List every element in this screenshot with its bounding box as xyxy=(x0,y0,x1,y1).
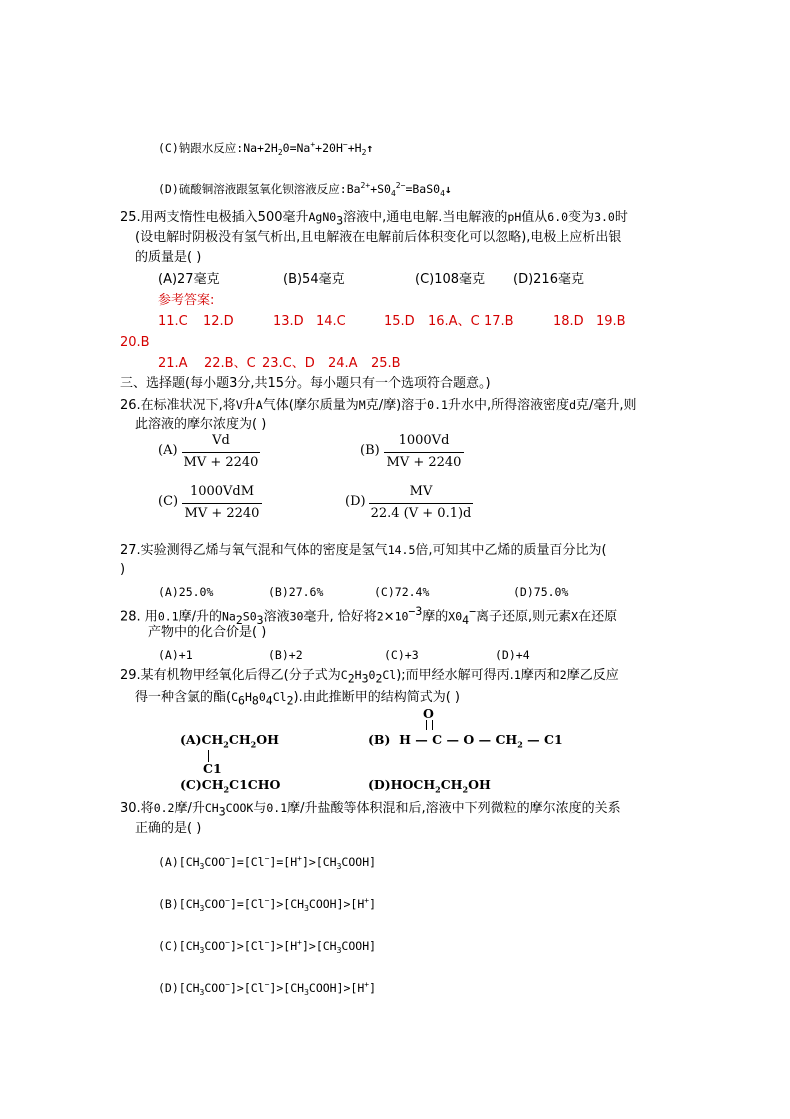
q29-option-b: (B) H — C — O — $CH_2$ — C1 xyxy=(368,732,563,750)
q25-option-d: (D)216毫克 xyxy=(513,272,584,287)
q29-option-a-substituent: C1 xyxy=(203,761,222,776)
q30-option-c: $(C)[CH_3COO^-]>[Cl^-]>[H^+]>[CH_3COOH]$ xyxy=(158,938,377,956)
q26-stem-line2: 此溶液的摩尔浓度为( ) xyxy=(135,417,267,432)
q29-option-d: $(D)HOCH_2CH_2OH$ xyxy=(368,777,491,795)
q25-option-b: (B)54毫克 xyxy=(283,272,345,287)
q25-option-c: (C)108毫克 xyxy=(415,272,486,287)
answer-25: 25.B xyxy=(371,356,401,371)
answer-15: 15.D xyxy=(384,314,415,329)
q30-option-b: $(B)[CH_3COO^-]=[Cl^-]>[CH_3COOH]>[H^+]$ xyxy=(158,896,377,914)
q24-option-c: (C)钠跟水反应$:Na+2H_20=Na^++20H^-+H_2↑$ xyxy=(158,140,374,158)
answer-23: 23.C、D xyxy=(262,356,315,371)
q25-stem-line2: (设电解时阴极没有氢气析出,且电解液在电解前后体积变化可以忽略),电极上应析出银 xyxy=(135,230,622,245)
answer-12: 12.D xyxy=(203,314,234,329)
q30-stem-line1: 30.将0.2摩/升$CH_3COOK$与0.1摩/升盐酸等体积混和后,溶液中下列微粒的摩尔浓度的关系 xyxy=(120,801,621,819)
q29-option-b-carbonyl-oxygen: O xyxy=(423,706,434,721)
answer-21: 21.A xyxy=(158,356,188,371)
answer-17: 17.B xyxy=(484,314,514,329)
q29-option-c: $(C)CH_2C1CHO$ xyxy=(180,777,281,795)
q30-stem-line2: 正确的是( ) xyxy=(135,821,202,836)
q29-stem-line2: 得一种含氯的酯$(C_6H_80_4Cl_2)$.由此推断甲的结构简式为( ) xyxy=(135,690,460,708)
answer-19: 19.B xyxy=(596,314,626,329)
answers-heading: 参考答案: xyxy=(158,293,215,308)
q26-option-c: (C) 1000VdM MV + 2240 xyxy=(158,484,268,524)
q28-option-a: (A)+1 xyxy=(158,648,193,662)
q28-stem-line2: 产物中的化合价是( ) xyxy=(148,625,267,640)
q27-option-b: (B)27.6% xyxy=(268,585,324,599)
q29-stem-line1: 29.某有机物甲经氧化后得乙(分子式为$C_2H_30_2Cl$);而甲经水解可得丙.1摩丙和2摩乙反应 xyxy=(120,668,619,686)
q30-option-d: $(D)[CH_3COO^-]>[Cl^-]>[CH_3COOH]>[H^+]$ xyxy=(158,980,377,998)
q28-option-d: (D)+4 xyxy=(495,648,530,662)
q28-stem-line1: 28. 用0.1摩/升的$Na_2S0_3$溶液30毫升, 恰好将$2\times 10^{-3}$摩的$X0_4^-$离子还原,则元素X在还原 xyxy=(120,604,618,627)
q26-option-d: (D) MV 22.4 (V + 0.1)d xyxy=(345,484,472,521)
q27-option-a: (A)25.0% xyxy=(158,585,214,599)
q27-stem-line2: ) xyxy=(120,562,126,577)
section-3-heading: 三、选择题(每小题3分,共15分。每小题只有一个选项符合题意。) xyxy=(120,376,491,391)
q25-stem-line1: 25.用两支惰性电极插入500毫升$AgN0_3$溶液中,通电电解.当电解液的pH值从6.0变为3.0时 xyxy=(120,210,628,228)
answer-22: 22.B、C xyxy=(204,356,256,371)
answer-13: 13.D xyxy=(273,314,304,329)
q29-option-b-double-bond xyxy=(426,720,433,730)
q29-option-a: $(A)CH_2CH_2OH$ xyxy=(180,732,279,750)
arrow-down-icon: ↓ xyxy=(444,181,452,196)
q28-option-b: (B)+2 xyxy=(268,648,303,662)
q24-option-d: (D)硫酸铜溶液跟氢氧化钡溶液反应$:Ba^{2+}+S0_4^{2-}=BaS0_4↓$ xyxy=(158,181,452,199)
answer-14: 14.C xyxy=(316,314,346,329)
q25-option-a: (A)27毫克 xyxy=(158,272,220,287)
answer-24: 24.A xyxy=(328,356,358,371)
answer-16: 16.A、C xyxy=(428,314,480,329)
arrow-up-icon: ↑ xyxy=(366,140,374,155)
q27-stem-line1: 27.实验测得乙烯与氧气混和气体的密度是氢气14.5倍,可知其中乙烯的质量百分比为( xyxy=(120,543,607,558)
q26-option-a: (A) Vd MV + 2240 xyxy=(158,433,259,470)
answer-20: 20.B xyxy=(120,335,150,350)
answer-11: 11.C xyxy=(158,314,188,329)
q27-option-d: (D)75.0% xyxy=(513,585,569,599)
q27-option-c: (C)72.4% xyxy=(374,585,430,599)
q25-stem-line3: 的质量是( ) xyxy=(135,250,202,265)
q26-stem-line1: 26.在标准状况下,将V升A气体(摩尔质量为M克/摩)溶于0.1升水中,所得溶液密度d克/毫升,则 xyxy=(120,398,637,413)
q26-option-b: (B) 1000Vd MV + 2240 xyxy=(360,433,470,473)
q30-option-a: $(A)[CH_3COO^-]=[Cl^-]=[H^+]>[CH_3COOH]$ xyxy=(158,854,377,872)
q28-option-c: (C)+3 xyxy=(384,648,419,662)
answer-18: 18.D xyxy=(553,314,584,329)
